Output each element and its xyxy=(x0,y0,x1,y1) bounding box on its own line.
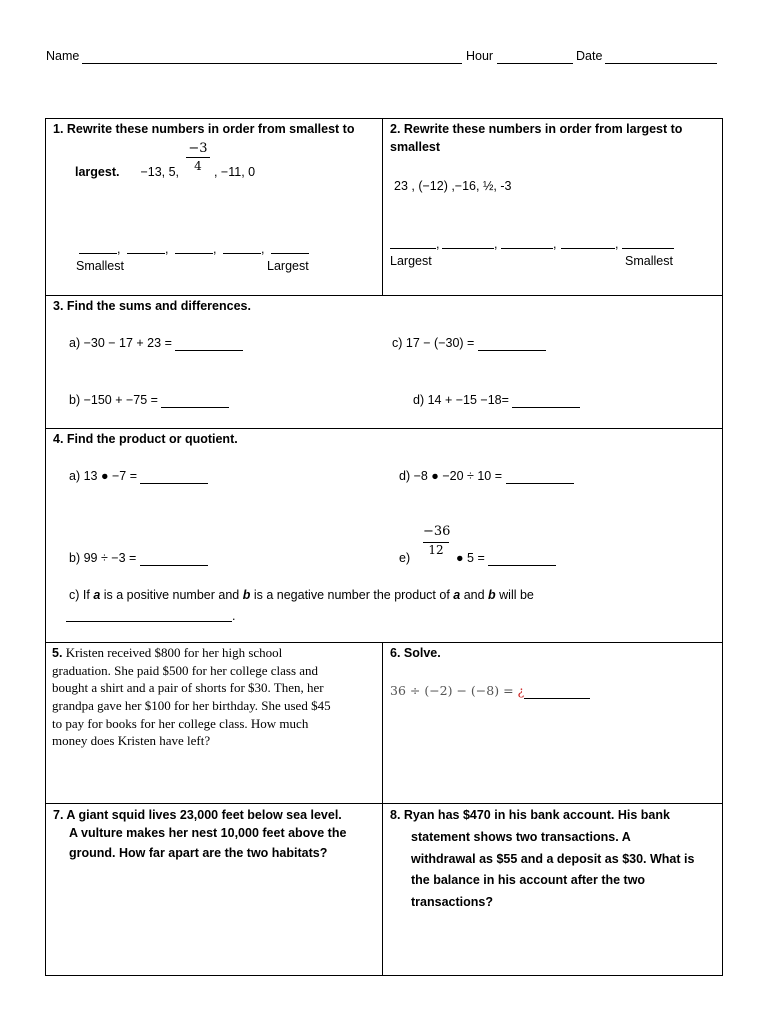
q3-a xyxy=(69,336,243,351)
q8-line-2: statement shows two transactions. A xyxy=(411,830,631,844)
q4-e-rest-text: ● 5 = xyxy=(456,551,489,565)
name-label: Name xyxy=(46,49,80,63)
q4-e-blank[interactable] xyxy=(488,551,556,566)
q4-e-fraction xyxy=(423,524,449,557)
q1-blank-5[interactable] xyxy=(271,253,309,254)
q4-a-text: a) 13 ● −7 = xyxy=(69,469,141,483)
q2-blank-1[interactable] xyxy=(390,248,436,249)
q1-title: 1. Rewrite these numbers in order from smallest to xyxy=(53,122,355,136)
q3-d-blank[interactable] xyxy=(512,393,580,408)
q1-blank-4[interactable] xyxy=(223,253,261,254)
q7-line-3: ground. How far apart are the two habitats? xyxy=(69,846,328,860)
q3-b xyxy=(69,393,229,408)
q4-c-var-b2: b xyxy=(488,588,496,602)
hour-label: Hour xyxy=(466,49,494,63)
q3-b-blank[interactable] xyxy=(161,393,229,408)
date-blank[interactable] xyxy=(605,63,717,64)
q7-line-1: 7. A giant squid lives 23,000 feet below sea level. xyxy=(53,808,342,822)
q4-c-blank[interactable] xyxy=(66,621,232,622)
q3-d xyxy=(413,393,580,408)
q5-number: 5. xyxy=(52,646,63,660)
q2-smallest-label: Smallest xyxy=(625,254,673,268)
q4-c xyxy=(69,588,534,602)
q3-c-text: c) 17 − (−30) = xyxy=(392,336,478,350)
q4-a xyxy=(69,469,208,484)
q1-blank-2[interactable] xyxy=(127,253,165,254)
q4-c-text-5: will be xyxy=(495,588,534,602)
q1-numbers xyxy=(75,165,255,179)
q6-blank[interactable] xyxy=(524,683,590,699)
q7-line-2: A vulture makes her nest 10,000 feet above the xyxy=(69,826,347,840)
q3-b-text: b) −150 + −75 = xyxy=(69,393,162,407)
q4-e-label: e) xyxy=(399,551,411,565)
q5-line-1-text: Kristen received $800 for her high school xyxy=(62,645,283,660)
q1-blank-1[interactable] xyxy=(79,253,117,254)
q4-e-frac-numerator: −36 xyxy=(423,524,451,539)
q2-blank-5[interactable] xyxy=(622,248,674,249)
q5-line-2: graduation. She paid $500 for her college class and xyxy=(52,663,319,678)
q5-line-6: money does Kristen have left? xyxy=(52,733,211,748)
q4-c-text-3: is a negative number the product of xyxy=(250,588,454,602)
q4-title: 4. Find the product or quotient. xyxy=(53,432,238,446)
q2-largest-label: Largest xyxy=(390,254,432,268)
q3-c-blank[interactable] xyxy=(478,336,546,351)
q8-line-5: transactions? xyxy=(411,895,493,909)
q1-nums-a: −13, 5, xyxy=(140,165,180,179)
q3-a-blank[interactable] xyxy=(175,336,243,351)
q4-d xyxy=(399,469,574,484)
q3-c xyxy=(392,336,546,351)
q1-blank-3[interactable] xyxy=(175,253,213,254)
q2-numbers: 23 , (−12) ,−16, ½, -3 xyxy=(394,179,512,193)
q4-d-blank[interactable] xyxy=(506,469,574,484)
q4-b xyxy=(69,551,208,566)
q1-smallest-label: Smallest xyxy=(76,259,124,273)
q4-b-text: b) 99 ÷ −3 = xyxy=(69,551,140,565)
q5-line-5: to pay for books for her college class. How much xyxy=(52,716,309,731)
q6-expression xyxy=(390,683,590,699)
q3-title: 3. Find the sums and differences. xyxy=(53,299,251,313)
q2-blank-2[interactable] xyxy=(442,248,494,249)
date-label: Date xyxy=(576,49,603,63)
q3-a-text: a) −30 − 17 + 23 = xyxy=(69,336,176,350)
q8-line-1: 8. Ryan has $470 in his bank account. His bank xyxy=(390,808,670,822)
q8-line-3: withdrawal as $55 and a deposit as $30. What is xyxy=(411,852,695,866)
q2-title-1: 2. Rewrite these numbers in order from largest to xyxy=(390,122,683,136)
q5-line-1 xyxy=(52,645,282,661)
q5-line-4: grandpa gave her $100 for her birthday. She used $45 xyxy=(52,698,331,713)
q6-expr-text: 36 ÷ (−2) − (−8) = xyxy=(390,683,518,698)
q4-c-text-1: c) If xyxy=(69,588,94,602)
q8-line-4: the balance in his account after the two xyxy=(411,873,646,887)
q4-e-frac-denominator: 12 xyxy=(428,543,444,557)
q1-largest-word: largest. xyxy=(75,165,120,179)
q1-frac-denominator: 4 xyxy=(194,159,202,173)
q4-c-text-4: and xyxy=(460,588,489,602)
q2-blank-4[interactable] xyxy=(561,248,615,249)
q5-line-3: bought a shirt and a pair of shorts for $30. Then, her xyxy=(52,680,324,695)
q2-title-2: smallest xyxy=(390,140,441,154)
q4-a-blank[interactable] xyxy=(140,469,208,484)
name-blank[interactable] xyxy=(82,63,462,64)
q4-e-rest xyxy=(456,551,556,566)
q4-c-var-b: b xyxy=(242,588,251,602)
q4-d-text: d) −8 ● −20 ÷ 10 = xyxy=(399,469,506,483)
hour-blank[interactable] xyxy=(497,63,573,64)
q6-red-mark: ¿ xyxy=(517,683,525,698)
q4-c-text-2: is a positive number and xyxy=(100,588,243,602)
q1-frac-numerator: −3 xyxy=(188,141,208,156)
q4-c-var-a: a xyxy=(93,588,101,602)
q1-nums-b: , −11, 0 xyxy=(213,165,256,179)
q6-title: 6. Solve. xyxy=(390,646,441,660)
q4-b-blank[interactable] xyxy=(140,551,208,566)
q4-c-var-a2: a xyxy=(453,588,461,602)
q1-largest-label: Largest xyxy=(267,259,309,273)
q2-blank-3[interactable] xyxy=(501,248,553,249)
q3-d-text: d) 14 + −15 −18= xyxy=(413,393,513,407)
